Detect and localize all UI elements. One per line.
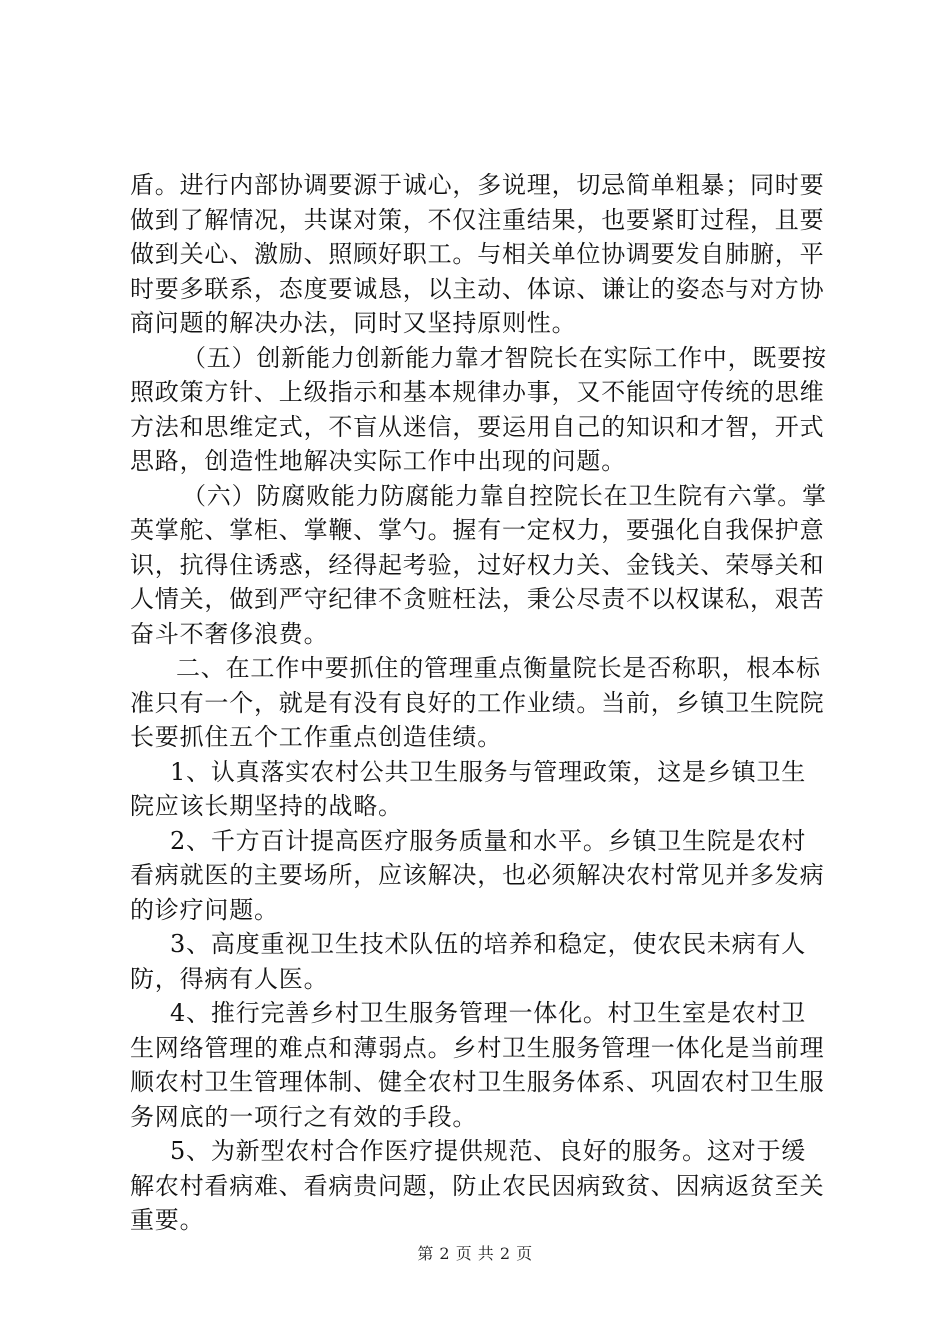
paragraph-innovation-ability: （五）创新能力创新能力靠才智院长在实际工作中，既要按照政策方针、上级指示和基本规律办事，又不能固守传统的思维方法和思维定式，不盲从迷信，要运用自己的知识和才智，开式思路，创造性地解决实际工作中出现的问题。 [130, 343, 827, 475]
paragraph-anti-corruption-ability: （六）防腐败能力防腐能力靠自控院长在卫生院有六掌。掌英掌舵、掌柜、掌鞭、掌勺。握有一定权力，要强化自我保护意识，抗得住诱惑，经得起考验，过好权力关、金钱关、荣辱关和人情关，做到严守纪律不贪赃枉法，秉公尽责不以权谋私，艰苦奋斗不奢侈浪费。 [130, 481, 827, 648]
paragraph-item-4: 4、推行完善乡村卫生服务管理一体化。村卫生室是农村卫生网络管理的难点和薄弱点。乡村卫生服务管理一体化是当前理顺农村卫生管理体制、健全农村卫生服务体系、巩固农村卫生服务网底的一项行之有效的手段。 [130, 999, 825, 1131]
paragraph-continuation: 盾。进行内部协调要源于诚心，多说理，切忌简单粗暴；同时要做到了解情况，共谋对策，不仅注重结果，也要紧盯过程，且要做到关心、激励、照顾好职工。与相关单位协调要发自肺腑，平时要多联系，态度要诚恳，以主动、体谅、谦让的姿态与对方协商问题的解决办法，同时又坚持原则性。 [130, 171, 825, 337]
paragraph-item-1: 1、认真落实农村公共卫生服务与管理政策，这是乡镇卫生院应该长期坚持的战略。 [130, 757, 807, 820]
paragraph-item-3: 3、高度重视卫生技术队伍的培养和稳定，使农民未病有人防，得病有人医。 [130, 930, 807, 993]
document-body [130, 168, 830, 1238]
page-number-footer: 第 2 页 共 2 页 [417, 1244, 533, 1263]
paragraph-item-5: 5、为新型农村合作医疗提供规范、良好的服务。这对于缓解农村看病难、看病贵问题，防止农民因病致贫、因病返贫至关重要。 [130, 1137, 825, 1234]
paragraph-management-focus: 二、在工作中要抓住的管理重点衡量院长是否称职，根本标准只有一个，就是有没有良好的工作业绩。当前，乡镇卫生院院长要抓住五个工作重点创造佳绩。 [130, 654, 825, 751]
paragraph-item-2: 2、千方百计提高医疗服务质量和水平。乡镇卫生院是农村看病就医的主要场所，应该解决，也必须解决农村常见并多发病的诊疗问题。 [130, 826, 825, 924]
